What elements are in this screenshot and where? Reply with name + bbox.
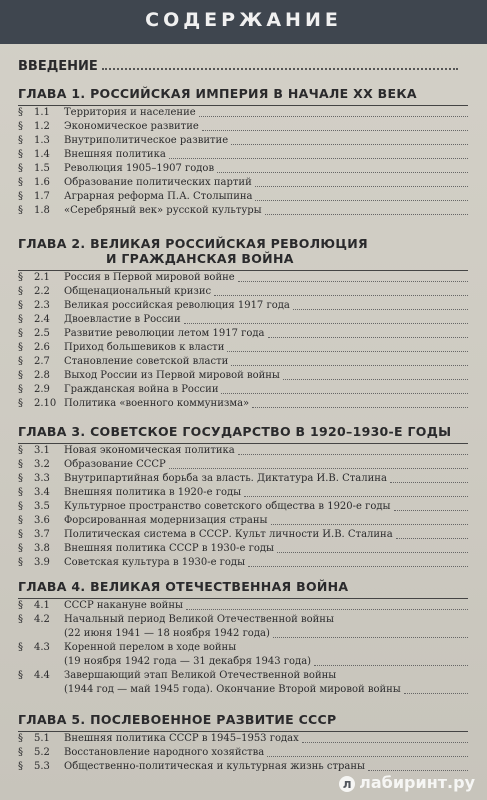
section-sign: §	[18, 149, 23, 160]
section-title: Становление советской власти	[64, 356, 229, 367]
dot-leader	[214, 295, 468, 296]
list-item	[18, 514, 468, 528]
list-item	[18, 341, 468, 355]
chapter-1	[18, 86, 468, 218]
list-item	[18, 204, 468, 218]
chapter-2	[18, 236, 468, 411]
section-title: Внутрипартийная борьба за власть. Диктатура И.В. Сталина	[64, 473, 387, 484]
section-title: Двоевластие в России	[64, 314, 181, 325]
watermark	[339, 773, 475, 792]
section-sign: §	[18, 515, 23, 526]
chapter-title	[18, 86, 468, 101]
dot-leader	[255, 200, 468, 201]
section-list	[18, 443, 468, 570]
section-title: Образование СССР	[64, 459, 166, 470]
section-number: 1.3	[34, 135, 50, 146]
dot-leader	[267, 756, 468, 757]
section-sign: §	[18, 314, 23, 325]
chapter-title-line2: И ГРАЖДАНСКАЯ ВОЙНА	[106, 251, 294, 266]
dot-leader	[268, 337, 469, 338]
section-sign: §	[18, 642, 23, 653]
chapter-title-line1: ГЛАВА 1. РОССИЙСКАЯ ИМПЕРИЯ В НАЧАЛЕ XX ВЕКА	[18, 86, 417, 101]
section-sign: §	[18, 445, 23, 456]
section-sign: §	[18, 370, 23, 381]
list-item	[18, 641, 468, 669]
section-number: 5.1	[34, 733, 50, 744]
list-item	[18, 669, 468, 697]
section-list	[18, 598, 468, 697]
section-sign: §	[18, 205, 23, 216]
list-item	[18, 613, 468, 641]
dot-leader	[368, 770, 468, 771]
dot-leader	[271, 524, 468, 525]
list-item	[18, 271, 468, 285]
chapter-5	[18, 712, 468, 774]
list-item	[18, 299, 468, 313]
section-title: Россия в Первой мировой войне	[64, 272, 235, 283]
section-number: 1.4	[34, 149, 50, 160]
section-sign: §	[18, 557, 23, 568]
dot-leader	[314, 651, 468, 666]
section-number: 3.6	[34, 515, 50, 526]
list-item	[18, 162, 468, 176]
list-item	[18, 120, 468, 134]
list-item	[18, 472, 468, 486]
intro-label: ВВЕДЕНИЕ	[18, 59, 98, 74]
dot-leader	[217, 172, 468, 173]
section-title: Внешняя политика СССР в 1945–1953 годах	[64, 733, 299, 744]
list-item	[18, 134, 468, 148]
section-number: 2.9	[34, 384, 50, 395]
section-number: 3.1	[34, 445, 50, 456]
section-sign: §	[18, 473, 23, 484]
list-item	[18, 176, 468, 190]
dot-leader	[199, 116, 468, 117]
list-item	[18, 444, 468, 458]
section-number: 4.2	[34, 614, 50, 625]
section-number: 5.2	[34, 747, 50, 758]
section-title: Развитие революции летом 1917 года	[64, 328, 265, 339]
section-sign: §	[18, 614, 23, 625]
section-sign: §	[18, 272, 23, 283]
section-title: Аграрная реформа П.А. Столыпина	[64, 191, 253, 202]
dot-leader	[169, 468, 468, 469]
section-number: 2.2	[34, 286, 50, 297]
list-item	[18, 285, 468, 299]
list-item	[18, 746, 468, 760]
section-number: 1.8	[34, 205, 50, 216]
dot-leader	[186, 609, 468, 610]
section-title: Общенациональный кризис	[64, 286, 212, 297]
list-item	[18, 760, 468, 774]
section-sign: §	[18, 487, 23, 498]
list-item	[18, 556, 468, 570]
section-sign: §	[18, 747, 23, 758]
page-title: СОДЕРЖАНИЕ	[145, 9, 342, 31]
chapter-title	[18, 712, 468, 727]
dot-leader	[248, 566, 468, 567]
section-number: 1.7	[34, 191, 50, 202]
section-sign: §	[18, 459, 23, 470]
chapter-title	[18, 424, 468, 439]
dot-leader	[184, 323, 468, 324]
list-item	[18, 190, 468, 204]
section-number: 1.1	[34, 107, 50, 118]
list-item	[18, 500, 468, 514]
section-title: Приход большевиков к власти	[64, 342, 225, 353]
section-title: Внешняя политика СССР в 1930-е годы	[64, 543, 274, 554]
section-sign: §	[18, 501, 23, 512]
section-sign: §	[18, 529, 23, 540]
chapter-title	[18, 236, 468, 266]
section-title: Форсированная модернизация страны	[64, 515, 268, 526]
section-number: 3.3	[34, 473, 50, 484]
section-sign: §	[18, 398, 23, 409]
dot-leader	[265, 214, 468, 215]
section-sign: §	[18, 733, 23, 744]
list-item	[18, 528, 468, 542]
dot-leader	[293, 309, 468, 310]
section-number: 2.3	[34, 300, 50, 311]
section-sign: §	[18, 286, 23, 297]
section-title: Великая российская революция 1917 года	[64, 300, 290, 311]
list-item	[18, 106, 468, 120]
section-number: 4.3	[34, 642, 50, 653]
list-item	[18, 397, 468, 411]
list-item	[18, 369, 468, 383]
section-title: Советская культура в 1930-е годы	[64, 557, 246, 568]
section-title-continued: (22 июня 1941 — 18 ноября 1942 года)	[64, 628, 270, 639]
section-sign: §	[18, 135, 23, 146]
dot-leader	[244, 496, 468, 497]
section-title: Политическая система в СССР. Культ личности И.В. Сталина	[64, 529, 393, 540]
dot-leader	[238, 281, 468, 282]
section-title: Выход России из Первой мировой войны	[64, 370, 280, 381]
dot-leader	[390, 482, 468, 483]
dot-leader	[273, 623, 468, 638]
section-title: Революция 1905–1907 годов	[64, 163, 215, 174]
section-sign: §	[18, 342, 23, 353]
chapter-title	[18, 579, 468, 594]
section-number: 2.8	[34, 370, 50, 381]
section-title: Территория и население	[64, 107, 196, 118]
section-number: 3.2	[34, 459, 50, 470]
section-number: 2.7	[34, 356, 50, 367]
dot-leader	[231, 365, 468, 366]
dot-leader	[396, 538, 468, 539]
dot-leader	[302, 742, 468, 743]
dot-leader	[202, 130, 468, 131]
list-item	[18, 732, 468, 746]
section-number: 3.9	[34, 557, 50, 568]
section-sign: §	[18, 384, 23, 395]
dot-leader	[169, 158, 468, 159]
section-title-continued: (19 ноября 1942 года — 31 декабря 1943 года)	[64, 656, 312, 667]
dot-leader	[102, 58, 458, 70]
section-title: Внутриполитическое развитие	[64, 135, 229, 146]
list-item	[18, 599, 468, 613]
section-number: 3.4	[34, 487, 50, 498]
section-number: 2.4	[34, 314, 50, 325]
section-title: Гражданская война в России	[64, 384, 219, 395]
dot-leader	[277, 552, 468, 553]
list-item	[18, 542, 468, 556]
list-item	[18, 486, 468, 500]
header-band	[0, 0, 487, 44]
section-title: Внешняя политика	[64, 149, 166, 160]
list-item	[18, 355, 468, 369]
section-sign: §	[18, 191, 23, 202]
section-sign: §	[18, 163, 23, 174]
section-number: 4.4	[34, 670, 50, 681]
section-number: 1.6	[34, 177, 50, 188]
section-number: 1.2	[34, 121, 50, 132]
section-sign: §	[18, 600, 23, 611]
intro-entry	[18, 58, 458, 74]
chapter-4	[18, 579, 468, 697]
list-item	[18, 148, 468, 162]
labyrinth-logo-icon: л	[339, 776, 355, 792]
watermark-text: лабиринт.ру	[359, 773, 475, 792]
chapter-title-line1: ГЛАВА 2. ВЕЛИКАЯ РОССИЙСКАЯ РЕВОЛЮЦИЯ	[18, 236, 368, 251]
section-sign: §	[18, 670, 23, 681]
dot-leader	[404, 679, 468, 694]
section-title: Культурное пространство советского общества в 1920-е годы	[64, 501, 391, 512]
section-number: 2.6	[34, 342, 50, 353]
section-title: Восстановление народного хозяйства	[64, 747, 265, 758]
list-item	[18, 383, 468, 397]
dot-leader	[238, 454, 468, 455]
dot-leader	[227, 351, 468, 352]
section-list	[18, 105, 468, 218]
section-title: Новая экономическая политика	[64, 445, 235, 456]
section-title: Внешняя политика в 1920-е годы	[64, 487, 242, 498]
section-sign: §	[18, 177, 23, 188]
section-sign: §	[18, 356, 23, 367]
section-number: 3.8	[34, 543, 50, 554]
section-title: Политика «военного коммунизма»	[64, 398, 250, 409]
dot-leader	[283, 379, 468, 380]
section-number: 4.1	[34, 600, 50, 611]
section-title: Начальный период Великой Отечественной войны	[64, 614, 334, 625]
section-title: Завершающий этап Великой Отечественной войны	[64, 670, 337, 681]
chapter-3	[18, 424, 468, 570]
chapter-title-line1: ГЛАВА 4. ВЕЛИКАЯ ОТЕЧЕСТВЕННАЯ ВОЙНА	[18, 579, 349, 594]
section-list	[18, 270, 468, 411]
section-sign: §	[18, 543, 23, 554]
section-sign: §	[18, 761, 23, 772]
dot-leader	[255, 186, 468, 187]
list-item	[18, 313, 468, 327]
section-sign: §	[18, 328, 23, 339]
section-title-continued: (1944 год — май 1945 года). Окончание Второй мировой войны	[64, 684, 401, 695]
dot-leader	[231, 144, 468, 145]
section-number: 5.3	[34, 761, 50, 772]
dot-leader	[252, 407, 468, 408]
section-number: 2.10	[34, 398, 57, 409]
section-title: Образование политических партий	[64, 177, 252, 188]
section-sign: §	[18, 121, 23, 132]
section-number: 3.5	[34, 501, 50, 512]
dot-leader	[394, 510, 468, 511]
section-number: 3.7	[34, 529, 50, 540]
chapter-title-line1: ГЛАВА 5. ПОСЛЕВОЕННОЕ РАЗВИТИЕ СССР	[18, 712, 337, 727]
section-number: 2.5	[34, 328, 50, 339]
section-title: «Серебряный век» русской культуры	[64, 205, 262, 216]
dot-leader	[221, 393, 468, 394]
section-number: 2.1	[34, 272, 50, 283]
section-title: Общественно-политическая и культурная жизнь страны	[64, 761, 366, 772]
section-sign: §	[18, 107, 23, 118]
chapter-title-line1: ГЛАВА 3. СОВЕТСКОЕ ГОСУДАРСТВО В 1920–1930-Е ГОДЫ	[18, 424, 452, 439]
section-list	[18, 731, 468, 774]
section-title: Экономическое развитие	[64, 121, 199, 132]
section-number: 1.5	[34, 163, 50, 174]
section-sign: §	[18, 300, 23, 311]
list-item	[18, 327, 468, 341]
list-item	[18, 458, 468, 472]
section-title: СССР накануне войны	[64, 600, 183, 611]
section-title: Коренной перелом в ходе войны	[64, 642, 237, 653]
